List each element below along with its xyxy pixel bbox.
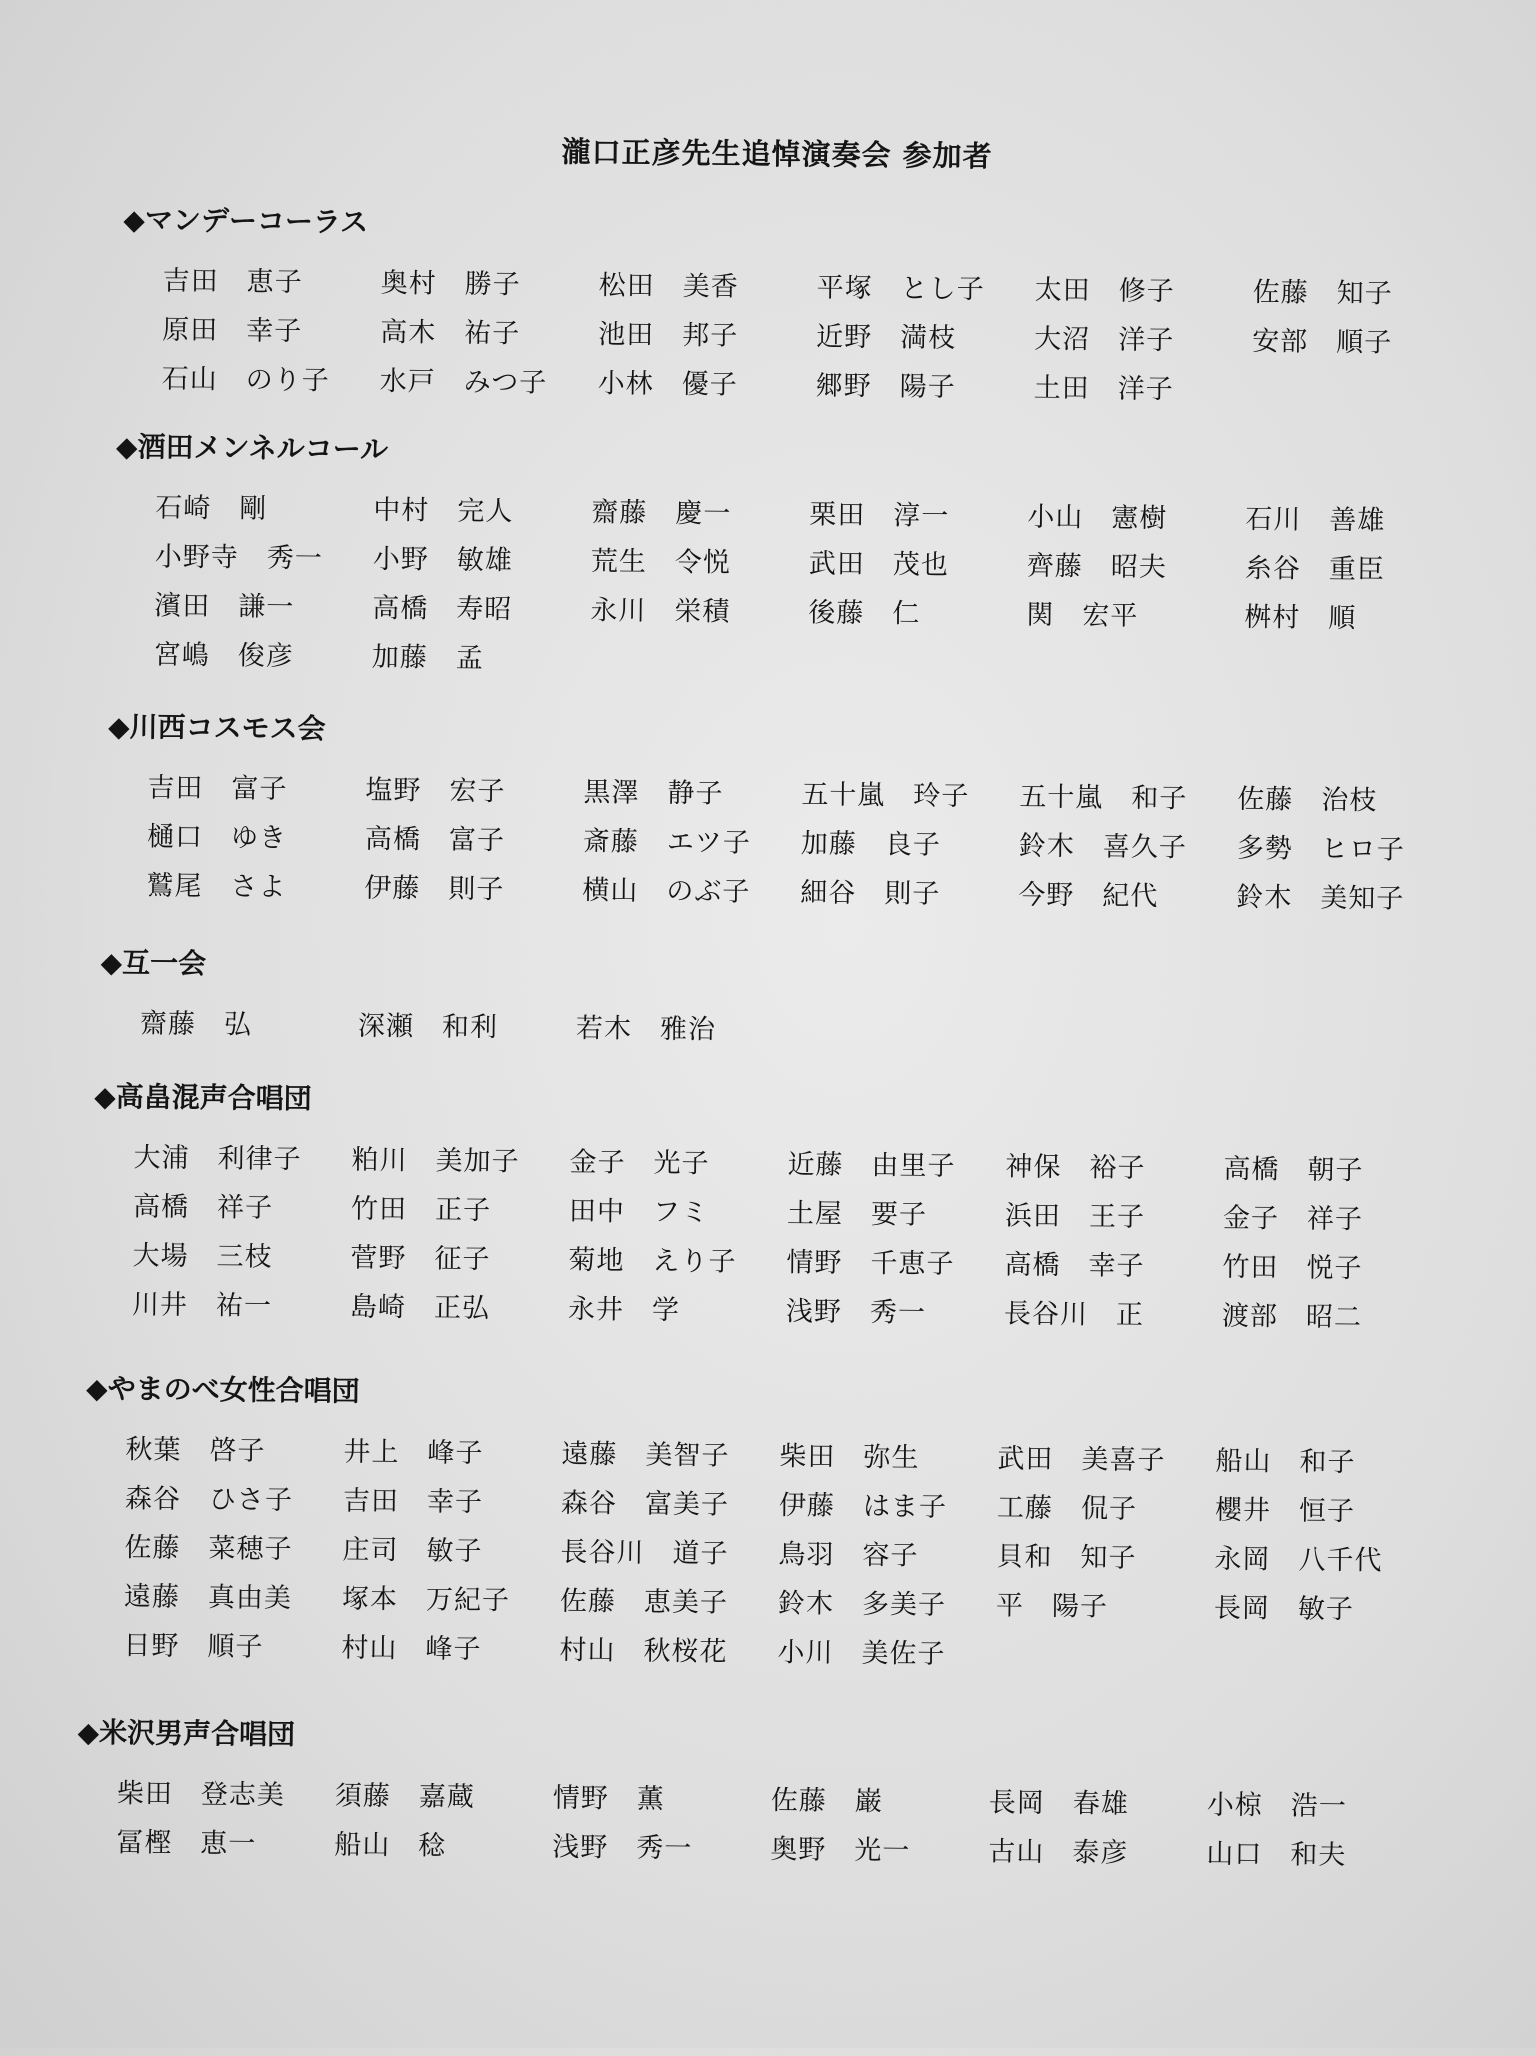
participant-name: 遠藤 美智子 [561, 1438, 730, 1472]
participant-name: 奥村 勝子 [380, 267, 521, 301]
participant-name: 佐藤 菜穂子 [124, 1532, 293, 1566]
participant-name: 近野 満枝 [816, 321, 957, 354]
participant-name: 小野寺 秀一 [154, 541, 324, 575]
participant-name: 村山 秋桜花 [559, 1634, 728, 1668]
participant-name: 粕川 美加子 [351, 1144, 520, 1178]
participant-name: 荒生 令悦 [590, 546, 731, 579]
participant-name: 佐藤 恵美子 [559, 1585, 729, 1619]
participant-name: 細谷 則子 [800, 877, 941, 910]
participant-name: 加藤 良子 [800, 828, 942, 861]
participant-name: 長谷川 道子 [560, 1536, 729, 1570]
participant-name: 土田 洋子 [1033, 372, 1174, 406]
participant-name: 宮嶋 俊彦 [153, 639, 294, 673]
participant-name: 塚本 万紀子 [341, 1583, 511, 1617]
participant-name: 武田 茂也 [808, 548, 949, 581]
participant-name: 金子 光子 [569, 1146, 710, 1180]
participant-name: 佐藤 治枝 [1237, 783, 1378, 817]
participant-name: 田中 フミ [568, 1195, 710, 1229]
participant-name: 島崎 正弘 [349, 1291, 491, 1325]
participant-name: 須藤 嘉蔵 [334, 1780, 476, 1813]
participant-name: 庄司 敏子 [342, 1534, 483, 1568]
participant-name: 貝和 知子 [996, 1541, 1137, 1574]
participant-name: 郷野 陽子 [815, 370, 956, 403]
participant-name: 永川 栄積 [590, 595, 731, 628]
participant-name: 村山 峰子 [341, 1632, 482, 1666]
participant-name: 武田 美喜子 [997, 1443, 1166, 1477]
participant-name: 齋藤 弘 [139, 1008, 253, 1041]
participant-name: 冨樫 恵一 [116, 1827, 257, 1860]
participant-name: 高木 祐子 [380, 316, 521, 350]
participant-name: 吉田 富子 [147, 772, 288, 805]
participant-name: 菅野 征子 [350, 1242, 491, 1276]
participant-name: 石川 善雄 [1245, 503, 1386, 537]
participant-name: 池田 邦子 [598, 319, 739, 352]
participant-name: 鈴木 多美子 [777, 1588, 947, 1621]
participant-name: 近藤 由里子 [787, 1149, 956, 1182]
participant-name: 大場 三枝 [132, 1240, 273, 1273]
section-heading: ◆やまのべ女性合唱団 [85, 1371, 360, 1408]
choir-section [76, 1711, 1426, 1881]
participant-name: 高橋 富子 [364, 823, 506, 857]
participant-name: 竹田 悦子 [1222, 1251, 1363, 1285]
participant-name: 松田 美香 [598, 270, 739, 303]
participant-name: 小椋 浩一 [1206, 1789, 1347, 1823]
participant-name: 五十嵐 和子 [1019, 781, 1188, 815]
participant-name: 渡部 昭二 [1221, 1300, 1363, 1334]
participant-name: 吉田 幸子 [342, 1485, 484, 1519]
participant-name: 小野 敏雄 [372, 543, 513, 577]
participant-name: 黒澤 静子 [583, 777, 724, 810]
participant-name: 多勢 ヒロ子 [1236, 832, 1406, 866]
participant-name: 森谷 富美子 [560, 1487, 730, 1521]
participant-name: 高橋 朝子 [1223, 1153, 1364, 1187]
participant-name: 菊地 えり子 [568, 1244, 737, 1278]
participant-name: 鈴木 喜久子 [1018, 830, 1188, 864]
participant-name: 秋葉 啓子 [125, 1434, 266, 1467]
participant-name: 中村 完人 [373, 494, 514, 528]
participant-name: 浜田 王子 [1004, 1200, 1146, 1233]
choir-section [121, 198, 1471, 417]
participant-name: 土屋 要子 [786, 1198, 928, 1231]
section-heading: ◆マンデーコーラス [123, 203, 369, 239]
section-heading: ◆互一会 [100, 946, 207, 981]
participant-name: 永井 学 [567, 1293, 681, 1327]
participant-name: 桝村 順 [1244, 601, 1357, 635]
participant-name: 工藤 侃子 [996, 1492, 1138, 1525]
participant-name: 小山 憲樹 [1027, 501, 1168, 535]
participant-name: 浅野 秀一 [785, 1296, 927, 1329]
participant-name: 柴田 弥生 [779, 1441, 920, 1474]
page-title: 瀧口正彦先生追悼演奏会 参加者 [561, 134, 993, 174]
participant-name: 浅野 秀一 [552, 1831, 693, 1865]
participant-name: 横山 のぶ子 [582, 875, 751, 908]
participant-name: 情野 薫 [552, 1782, 666, 1815]
section-heading: ◆高畠混声合唱団 [94, 1079, 312, 1116]
choir-section [114, 425, 1465, 693]
participant-name: 高橋 寿昭 [372, 592, 513, 626]
participant-name: 樋口 ゆき [146, 821, 288, 854]
participant-name: 深瀬 和利 [357, 1010, 499, 1044]
participant-name: 情野 千恵子 [786, 1247, 955, 1280]
participant-name: 齊藤 昭夫 [1026, 550, 1167, 584]
name-row [140, 999, 794, 1055]
participant-name: 柴田 登志美 [116, 1778, 286, 1811]
participant-name: 長谷川 正 [1003, 1298, 1145, 1331]
participant-name: 佐藤 知子 [1252, 277, 1393, 310]
participant-name: 高橋 祥子 [132, 1191, 274, 1224]
choir-section [100, 941, 795, 1055]
participant-name: 山口 和夫 [1206, 1838, 1347, 1872]
participant-name: 齋藤 慶一 [591, 497, 732, 530]
participant-name: 大浦 利律子 [133, 1142, 302, 1176]
participant-name: 水戸 みつ子 [379, 365, 548, 399]
participant-name: 遠藤 真由美 [123, 1581, 293, 1615]
participant-name: 高橋 幸子 [1004, 1249, 1145, 1282]
participant-name: 奥野 光一 [770, 1834, 911, 1867]
participant-name: 吉田 恵子 [162, 265, 303, 299]
participant-name: 長岡 敏子 [1213, 1592, 1355, 1626]
participant-name: 川井 祐一 [131, 1289, 273, 1322]
participant-name: 金子 祥子 [1222, 1202, 1364, 1236]
participant-name: 塩野 宏子 [365, 774, 506, 808]
participant-name: 斎藤 エツ子 [582, 826, 752, 859]
participant-name: 今野 紀代 [1018, 879, 1159, 913]
participant-name: 船山 稔 [334, 1829, 447, 1862]
section-heading: ◆川西コスモス会 [107, 710, 326, 746]
participant-name: 小川 美佐子 [777, 1637, 946, 1670]
participant-name: 森谷 ひさ子 [124, 1483, 294, 1517]
participant-name: 濱田 謙一 [154, 590, 295, 624]
participant-name: 平 陽子 [995, 1590, 1109, 1623]
participant-name: 石崎 剛 [155, 492, 268, 525]
participant-name: 平塚 とし子 [816, 272, 985, 306]
participant-name: 伊藤 はま子 [778, 1490, 948, 1523]
participant-name: 太田 修子 [1034, 274, 1175, 308]
section-heading: ◆酒田メンネルコール [115, 430, 389, 466]
participant-name: 永岡 八千代 [1214, 1543, 1383, 1577]
choir-section [83, 1367, 1434, 1684]
participant-name: 櫻井 恒子 [1214, 1494, 1356, 1528]
participant-name: 糸谷 重臣 [1244, 552, 1385, 586]
participant-name: 日野 順子 [123, 1630, 264, 1663]
participant-name: 鷲尾 さよ [146, 870, 287, 903]
choir-section [92, 1075, 1443, 1343]
participant-name: 後藤 仁 [808, 597, 921, 630]
participant-name: 大沼 洋子 [1034, 323, 1175, 357]
participant-name: 神保 裕子 [1005, 1151, 1146, 1184]
choir-section [106, 705, 1456, 924]
participant-name: 鈴木 美知子 [1236, 881, 1405, 915]
participant-name: 鳥羽 容子 [778, 1539, 919, 1572]
participant-name: 船山 和子 [1215, 1445, 1356, 1479]
participant-name: 五十嵐 玲子 [801, 779, 970, 813]
participant-name: 伊藤 則子 [364, 872, 505, 906]
participant-name: 古山 泰彦 [988, 1836, 1129, 1869]
section-heading: ◆米沢男声合唱団 [77, 1715, 296, 1752]
participant-name: 佐藤 巌 [770, 1785, 884, 1818]
participant-name: 竹田 正子 [350, 1193, 492, 1227]
participant-name: 小林 優子 [597, 368, 738, 401]
participant-name: 石山 のり子 [161, 363, 330, 397]
participant-name: 加藤 孟 [371, 641, 484, 675]
participant-name: 安部 順子 [1252, 326, 1393, 359]
participant-name: 井上 峰子 [343, 1436, 484, 1470]
participant-name: 若木 雅治 [575, 1012, 717, 1046]
participant-name: 関 宏平 [1026, 599, 1139, 632]
participant-name: 原田 幸子 [162, 314, 303, 348]
participant-name: 栗田 淳一 [809, 499, 950, 532]
participant-name: 長岡 春雄 [988, 1787, 1130, 1820]
